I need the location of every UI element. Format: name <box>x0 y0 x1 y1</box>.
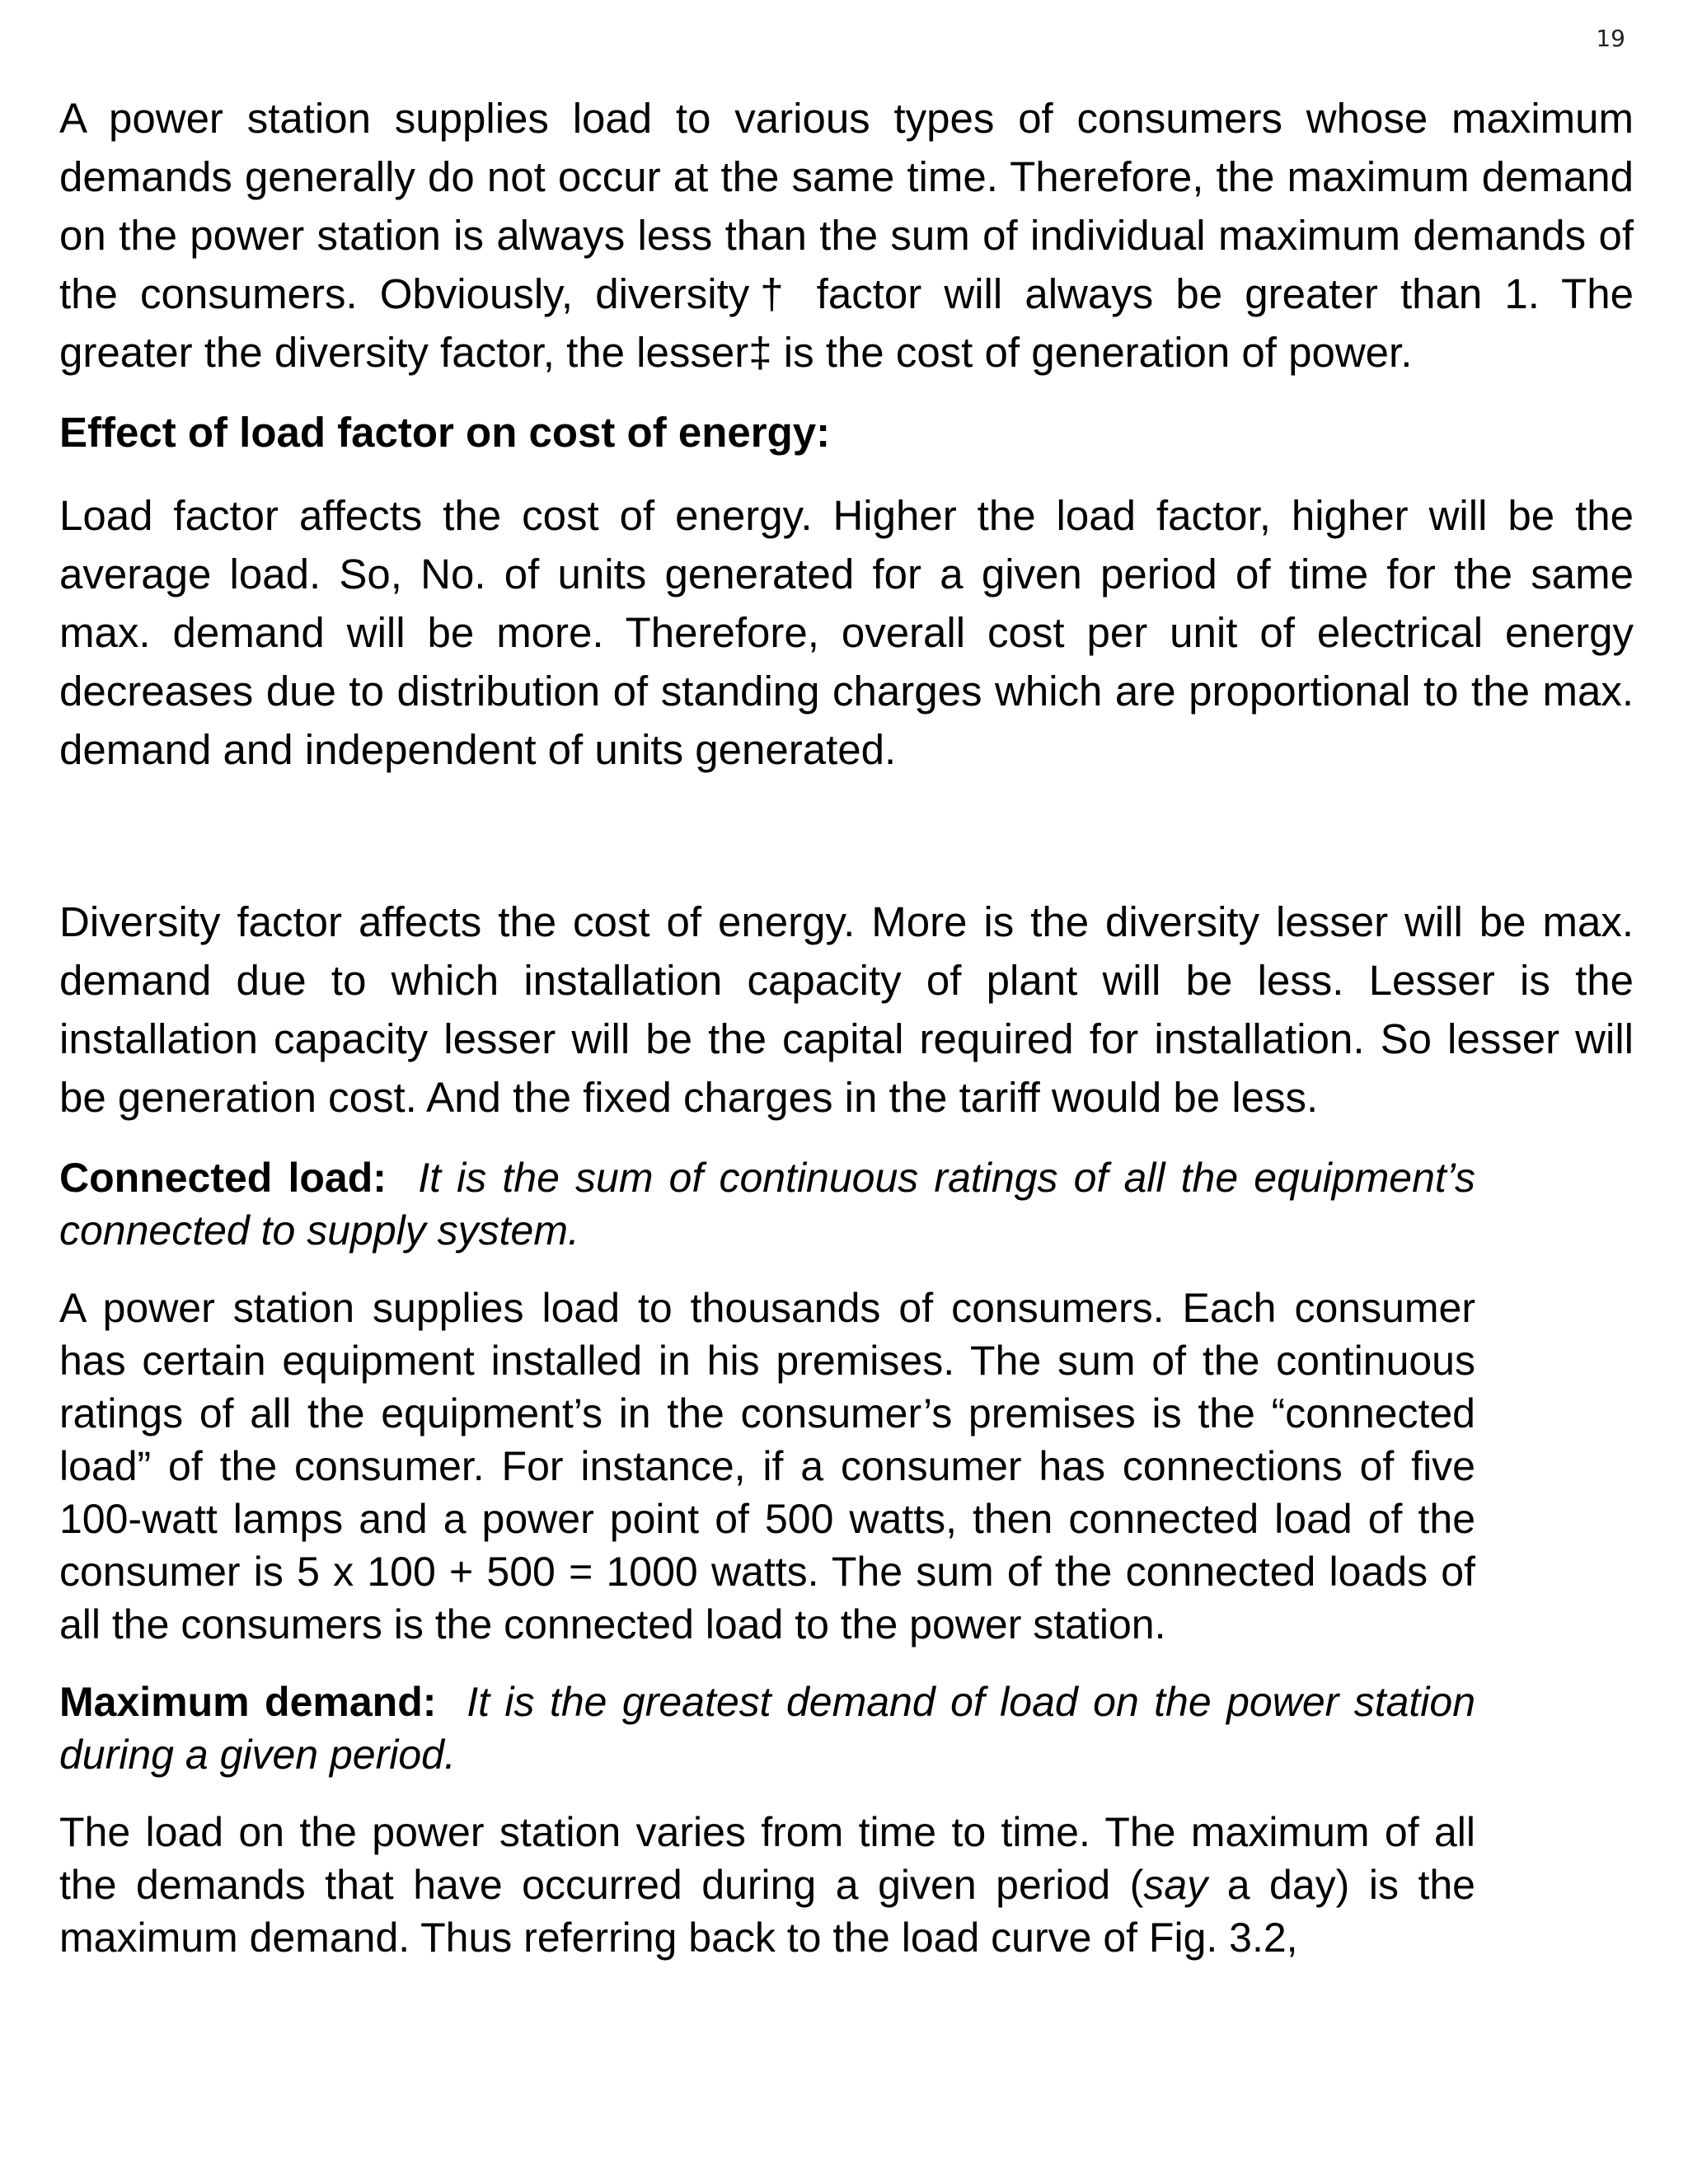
definition-connected-load <box>59 1151 1475 1257</box>
page-number: 19 <box>1596 25 1625 52</box>
term-connected-load: Connected load: <box>59 1155 387 1201</box>
paragraph-connected-load: A power station supplies load to thousands of consumers. Each consumer has certain equipment installed in his premises. The sum of the continuous ratings of all the equipment’s in the consumer’s premises is the “connected load” of the consumer. For instance, if a consumer has connections of five 100-watt lamps and a power point of 500 watts, then connected load of the consumer is 5 x 100 + 500 = 1000 watts. The sum of the connected loads of all the consumers is the connected load to the power station. <box>59 1285 1475 1647</box>
definition-maximum-demand <box>59 1675 1475 1781</box>
emphasis-say: say <box>1143 1862 1208 1908</box>
section-heading-load-factor: Effect of load factor on cost of energy: <box>59 409 831 456</box>
paragraph-load-factor: Load factor affects the cost of energy. Higher the load factor, higher will be the average load. So, No. of units generated for a given period of time for the same max. demand will be more. Therefore, overall cost per unit of electrical energy decreases due to distribution of standing charges which are proportional to the max. demand and independent of units generated. <box>59 492 1634 773</box>
paragraph-diversity-intro: A power station supplies load to various types of consumers whose maximum demands generally do not occur at the same time. Therefore, the maximum demand on the power station is always less than the sum of individual maximum demands of the consumers. Obviously, diversity† factor will always be greater than 1. The greater the diversity factor, the lesser‡ is the cost of generation of power. <box>59 95 1634 376</box>
document-body <box>59 89 1634 1964</box>
paragraph-text: The load on the power station varies from time to time. The maximum of all the demands that have occurred during a given period ( <box>59 1809 1475 1908</box>
paragraph-text: a day) is the maximum demand. Thus referring back to the load curve of Fig. 3.2, <box>59 1862 1475 1961</box>
definition-text-connected-load: It is the sum of continuous ratings of all the equipment’s connected to supply system. <box>59 1155 1475 1254</box>
term-maximum-demand: Maximum demand: <box>59 1679 437 1725</box>
definition-text-maximum-demand: It is the greatest demand of load on the power station during a given period. <box>59 1679 1476 1778</box>
paragraph-diversity-factor: Diversity factor affects the cost of energy. More is the diversity lesser will be max. demand due to which installation capacity of plant will be less. Lesser is the installation capacity lesser will be the capital required for installation. So lesser will be generation cost. And the fixed charges in the tariff would be less. <box>59 898 1634 1121</box>
paragraph-maximum-demand <box>59 1806 1475 1964</box>
